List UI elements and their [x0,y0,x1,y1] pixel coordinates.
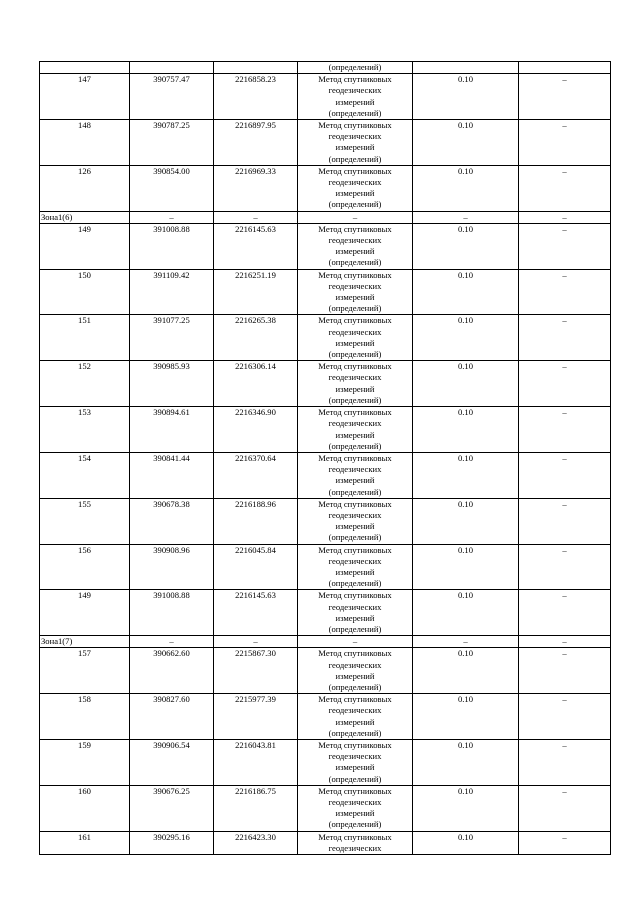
extra-cell: – [519,407,611,453]
extra-cell: – [519,74,611,120]
method-cell: Метод спутниковых геодезических измерений (определений) [298,544,413,590]
point-cell: 151 [40,315,130,361]
table-row [40,694,611,740]
extra-cell [519,62,611,74]
y-coordinate-cell: 2216043.81 [214,739,298,785]
point-cell: Зона1(7) [40,636,130,648]
x-coordinate-cell: 390827.60 [130,694,214,740]
x-coordinate-cell: – [130,636,214,648]
method-cell: Метод спутниковых геодезических измерений (определений) [298,739,413,785]
y-coordinate-cell: 2216370.64 [214,452,298,498]
extra-cell: – [519,590,611,636]
method-cell: Метод спутниковых геодезических измерений (определений) [298,590,413,636]
accuracy-cell: 0.10 [413,452,519,498]
x-coordinate-cell: 390787.25 [130,120,214,166]
accuracy-cell: 0.10 [413,315,519,361]
x-coordinate-cell: 391008.88 [130,590,214,636]
table-row [40,785,611,831]
y-coordinate-cell: 2216188.96 [214,498,298,544]
method-cell: Метод спутниковых геодезических измерений (определений) [298,498,413,544]
method-cell: Метод спутниковых геодезических измерений (определений) [298,452,413,498]
method-cell: Метод спутниковых геодезических измерений (определений) [298,694,413,740]
extra-cell: – [519,785,611,831]
y-coordinate-cell: 2216969.33 [214,165,298,211]
accuracy-cell: 0.10 [413,223,519,269]
table-row [40,648,611,694]
y-coordinate-cell: 2216858.23 [214,74,298,120]
zone-row [40,211,611,223]
accuracy-cell: 0.10 [413,590,519,636]
extra-cell: – [519,544,611,590]
y-coordinate-cell: 2216145.63 [214,223,298,269]
accuracy-cell: – [413,636,519,648]
x-coordinate-cell: 390757.47 [130,74,214,120]
table-row [40,74,611,120]
extra-cell: – [519,211,611,223]
y-coordinate-cell: 2216251.19 [214,269,298,315]
extra-cell: – [519,739,611,785]
x-coordinate-cell: 390894.61 [130,407,214,453]
extra-cell: – [519,452,611,498]
point-cell: 160 [40,785,130,831]
point-cell: 126 [40,165,130,211]
method-cell: Метод спутниковых геодезических измерений (определений) [298,74,413,120]
table-row [40,223,611,269]
accuracy-cell: 0.10 [413,361,519,407]
point-cell: 153 [40,407,130,453]
extra-cell: – [519,223,611,269]
point-cell: 157 [40,648,130,694]
x-coordinate-cell: 390985.93 [130,361,214,407]
y-coordinate-cell: 2215867.30 [214,648,298,694]
accuracy-cell: 0.10 [413,407,519,453]
table-row [40,407,611,453]
method-cell: – [298,211,413,223]
y-coordinate-cell: 2216306.14 [214,361,298,407]
zone-row [40,636,611,648]
y-coordinate-cell: 2216346.90 [214,407,298,453]
method-cell: Метод спутниковых геодезических измерений (определений) [298,407,413,453]
table-row [40,452,611,498]
point-cell: 156 [40,544,130,590]
method-cell: (определений) [298,62,413,74]
extra-cell: – [519,694,611,740]
table-row [40,544,611,590]
x-coordinate-cell: 391008.88 [130,223,214,269]
accuracy-cell: 0.10 [413,831,519,854]
x-coordinate-cell: 391109.42 [130,269,214,315]
method-cell: – [298,636,413,648]
method-cell: Метод спутниковых геодезических измерений (определений) [298,648,413,694]
method-cell: Метод спутниковых геодезических измерений (определений) [298,315,413,361]
x-coordinate-cell: 390295.16 [130,831,214,854]
y-coordinate-cell: 2216265.38 [214,315,298,361]
y-coordinate-cell: 2216045.84 [214,544,298,590]
extra-cell: – [519,269,611,315]
x-coordinate-cell: 390662.60 [130,648,214,694]
accuracy-cell: 0.10 [413,739,519,785]
accuracy-cell: 0.10 [413,165,519,211]
x-coordinate-cell: 390676.25 [130,785,214,831]
point-cell [40,62,130,74]
coordinates-table [39,61,611,855]
accuracy-cell: 0.10 [413,120,519,166]
method-cell: Метод спутниковых геодезических измерений (определений) [298,120,413,166]
accuracy-cell: 0.10 [413,74,519,120]
x-coordinate-cell: 390854.00 [130,165,214,211]
method-cell: Метод спутниковых геодезических измерений (определений) [298,269,413,315]
accuracy-cell: – [413,211,519,223]
extra-cell: – [519,831,611,854]
x-coordinate-cell: – [130,211,214,223]
point-cell: 158 [40,694,130,740]
point-cell: 159 [40,739,130,785]
table-row [40,361,611,407]
accuracy-cell: 0.10 [413,498,519,544]
accuracy-cell: 0.10 [413,269,519,315]
extra-cell: – [519,120,611,166]
point-cell: 161 [40,831,130,854]
y-coordinate-cell: 2215977.39 [214,694,298,740]
point-cell: 150 [40,269,130,315]
extra-cell: – [519,648,611,694]
point-cell: 148 [40,120,130,166]
y-coordinate-cell: 2216145.63 [214,590,298,636]
x-coordinate-cell: 390841.44 [130,452,214,498]
point-cell: 152 [40,361,130,407]
table-row [40,315,611,361]
method-cell: Метод спутниковых геодезических измерений (определений) [298,165,413,211]
accuracy-cell: 0.10 [413,544,519,590]
table-row [40,590,611,636]
table-row [40,831,611,854]
table-row [40,120,611,166]
method-cell: Метод спутниковых геодезических измерений (определений) [298,361,413,407]
y-coordinate-cell: 2216186.75 [214,785,298,831]
x-coordinate-cell: 391077.25 [130,315,214,361]
accuracy-cell: 0.10 [413,648,519,694]
table-row [40,165,611,211]
y-coordinate-cell: – [214,211,298,223]
method-cell: Метод спутниковых геодезических измерений (определений) [298,785,413,831]
table-row [40,269,611,315]
table-row [40,62,611,74]
extra-cell: – [519,636,611,648]
point-cell: 155 [40,498,130,544]
table-row [40,498,611,544]
method-cell: Метод спутниковых геодезических [298,831,413,854]
x-coordinate-cell: 390908.96 [130,544,214,590]
extra-cell: – [519,165,611,211]
point-cell: 147 [40,74,130,120]
point-cell: Зона1(6) [40,211,130,223]
extra-cell: – [519,498,611,544]
y-coordinate-cell: – [214,636,298,648]
point-cell: 149 [40,590,130,636]
y-coordinate-cell: 2216897.95 [214,120,298,166]
point-cell: 154 [40,452,130,498]
table-row [40,739,611,785]
y-coordinate-cell: 2216423.30 [214,831,298,854]
accuracy-cell [413,62,519,74]
extra-cell: – [519,315,611,361]
y-coordinate-cell [214,62,298,74]
x-coordinate-cell: 390906.54 [130,739,214,785]
method-cell: Метод спутниковых геодезических измерений (определений) [298,223,413,269]
accuracy-cell: 0.10 [413,694,519,740]
x-coordinate-cell: 390678.38 [130,498,214,544]
x-coordinate-cell [130,62,214,74]
coordinates-table-body [40,62,611,855]
extra-cell: – [519,361,611,407]
accuracy-cell: 0.10 [413,785,519,831]
point-cell: 149 [40,223,130,269]
